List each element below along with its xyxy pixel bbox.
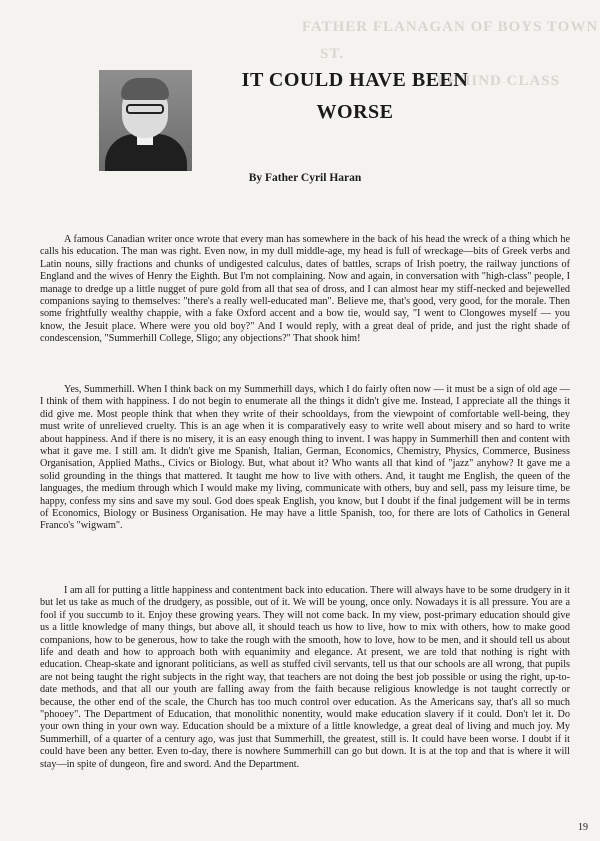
bleed-through-text: FATHER FLANAGAN OF BOYS TOWN ST. BEHIND CLASS xyxy=(301,19,599,89)
paragraph-2: Yes, Summerhill. When I think back on my Summerhill days, which I do fairly often now — it must be a sign of old age — I think of them with happiness. I do not begin to enumerate all the things it didn't give me. Instead, I appreciate all the things it did give me. Most people think that when they write of their schooldays, from the viewpoint of comfortable well-being, they must write of unrelieved cruelty. This is an age when it is comparatively easy to write well about misery and so hard to write about happiness. And if there is no misery, it is an easy enough thing to invent. I was happy in Summerhill then and content with what it gave me. I still am. It didn't give me Spanish, Italian, German, Economics, Chemistry, Physics, Commerce, Business Organisation, Applied Maths., Civics or Biology. But, what about it? Who wants all that kind of "jazz" anyhow? It gave me a solid grounding in the things that mattered. It taught me how to live with others. And, it taught me English, the queen of the languages, the medium through which I would make my living, communicate with others, buy and sell, pass my leisure time, be happy, confess my sins and save my soul. God does speak English, you know, but I doubt if the final judgement will be in terms of Economics, Biology or Business Organisation. He may have a little Spanish, too, for there are lots of Catholics in General Franco's "wigwam". xyxy=(40,384,570,532)
paragraph-3: I am all for putting a little happiness and contentment back into education. There will always have to be some drudgery in it but let us take as much of the drudgery, as possible, out of it. We will be young, once only. Nowadays it is all pressure. You are a fool if you succumb to it. Enjoy these growing years. They will not come back. In my view, post-primary education should give us a little knowledge of many things, but above all, it should teach us how to live, how to mix with others, how to make good companions, how to be generous, how to take the rough with the smooth, how to love, how to be men, and it should tell us about life and death and how to approach both with equanimity and elegance. At present, we are told that nothing is right with education. Cheap-skate and ignorant politicians, as well as stuffed civil servants, tell us that our schools are all wrong, that pupils are not being taught the right subjects in the right way, that teachers are not doing the best job possible or using the right, up-to-date methods, and that all our youth are falling away from the faith because religious knowledge is not taught correctly or because, the other end of the scale, the Church has too much control over education. As the Americans say, that's all so much "phooey". The Department of Education, that monolithic nonentity, would make education slavery if it could. Don't let it. Do your own thing in your own way. Education should be a mixture of a little knowledge, a great deal of living and much joy. My Summerhill, of a quarter of a century ago, was just that Summerhill, the greatest, still is. It could have been worse. I doubt if it could have been any better. Even to-day, there is nowhere Summerhill can go but down. It is at the top and that is where it will stay—in spite of dungeon, fire and sword. And the Department. xyxy=(40,585,570,770)
article-title xyxy=(200,64,510,128)
page-number: 19 xyxy=(578,822,588,833)
title-line-1: IT COULD HAVE BEEN xyxy=(241,69,469,91)
title-line-2: WORSE xyxy=(316,101,394,123)
paragraph-1: A famous Canadian writer once wrote that every man has somewhere in the back of his head the wreck of a thing which he calls his education. The man was right. Even now, in my dull middle-age, my head is full of wreckage—bits of Greek verbs and Latin nouns, silly fractions and chunks of undigested calculus, dates of battles, scraps of Irish poetry, the railway junctions of England and the wives of Henry the Eighth. But I'm not complaining. Now and again, in conversation with "high-class" people, I manage to dredge up a little nugget of pure gold from all that sea of dross, and I can almost hear my stiff-necked and bejewelled companions saying to themselves: "there's a really well-educated man". Believe me, that's good, very good, for the morale. Then some frightfully wealthy chappie, with a fake Oxford accent and a bow tie, would say, "I went to Clongowes myself — you know, the Jesuit place. Where were you old boy?" And I would reply, with a great deal of pride, and just the right shade of condescension, "Summerhill College, Sligo; any objections?" That shook him! xyxy=(40,234,570,345)
author-portrait-photo xyxy=(99,70,192,171)
byline: By Father Cyril Haran xyxy=(248,172,362,184)
